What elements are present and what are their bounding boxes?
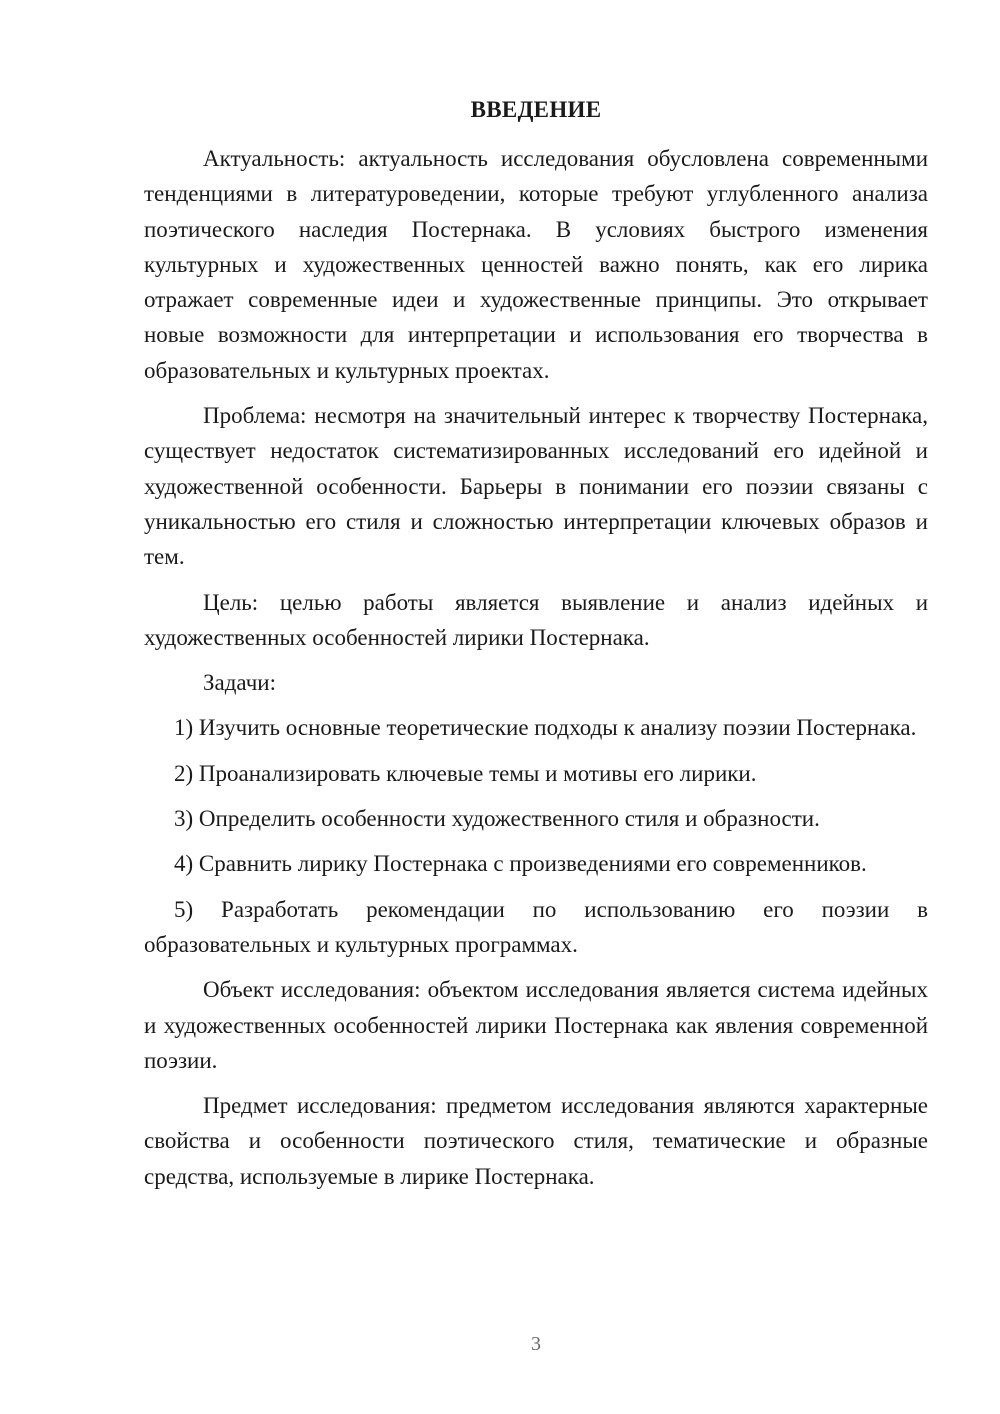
task-item-1: 1) Изучить основные теоретические подходы к анализу поэзии Постернака. <box>174 715 917 741</box>
page-number: 3 <box>531 1333 541 1355</box>
tasks-label: Задачи: <box>203 670 276 696</box>
page-content <box>144 92 928 1194</box>
relevance-paragraph: Актуальность: актуальность исследования обусловлена современными тенденциями в литературоведении, которые требуют углубленного анализа поэтического наследия Постернака. В условиях быстрого изменения культурных и художественных ценностей важно понять, как его лирика отражает современные идеи и художественные принципы. Это открывает новые возможности для интерпретации и использования его творчества в образовательных и культурных проектах. <box>144 146 928 383</box>
object-paragraph: Объект исследования: объектом исследования является система идейных и художественных особенностей лирики Постернака как явления современной поэзии. <box>144 977 928 1073</box>
problem-paragraph: Проблема: несмотря на значительный интерес к творчеству Постернака, существует недостаток систематизированных исследований его идейной и художественной особенности. Барьеры в понимании его поэзии связаны с уникальностью его стиля и сложностью интерпретации ключевых образов и тем. <box>144 403 928 570</box>
task-item-4: 4) Сравнить лирику Постернака с произведениями его современников. <box>174 851 867 877</box>
task-item-5: 5) Разработать рекомендации по использованию его поэзии в образовательных и культурных программах. <box>144 896 928 957</box>
goal-paragraph: Цель: целью работы является выявление и анализ идейных и художественных особенностей лирики Постернака. <box>144 589 928 650</box>
task-item-3: 3) Определить особенности художественного стиля и образности. <box>174 806 820 832</box>
section-heading: ВВЕДЕНИЕ <box>470 97 602 122</box>
subject-paragraph: Предмет исследования: предметом исследования являются характерные свойства и особенности поэтического стиля, тематические и образные средства, используемые в лирике Постернака. <box>144 1093 928 1189</box>
task-item-2: 2) Проанализировать ключевые темы и мотивы его лирики. <box>174 760 757 786</box>
